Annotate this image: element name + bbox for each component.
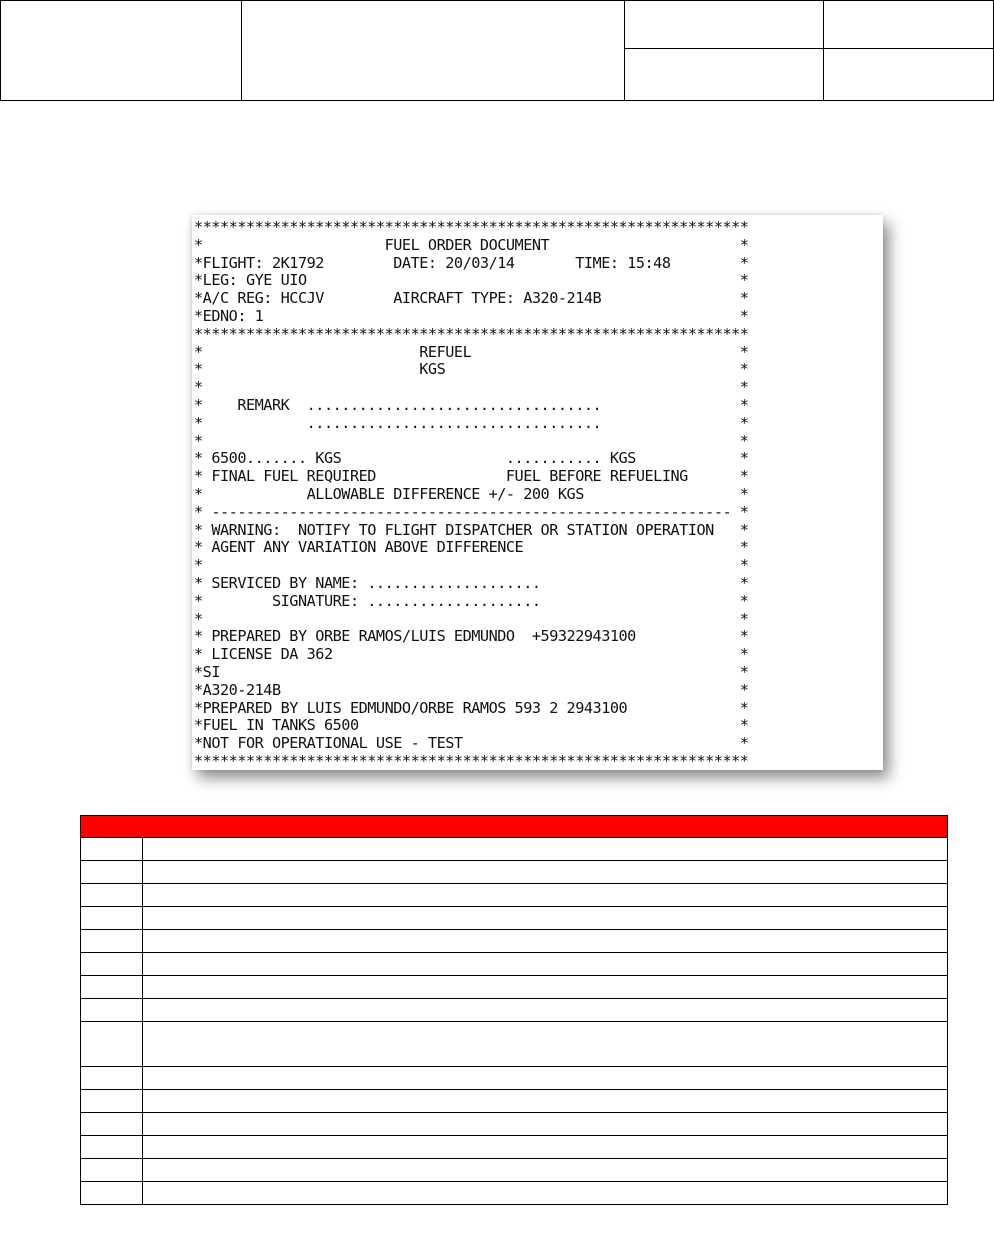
table-row	[81, 999, 948, 1022]
table-row	[81, 1067, 948, 1090]
header-cell-code-value	[824, 1, 994, 49]
header-cell-revision-value	[824, 49, 994, 101]
table-row	[81, 1090, 948, 1113]
header-cell-revision-label	[625, 49, 824, 101]
header-cell-code-label	[625, 1, 824, 49]
header-cell-title	[242, 1, 625, 101]
table-row	[81, 861, 948, 884]
table-row	[81, 930, 948, 953]
table-row	[81, 1113, 948, 1136]
table-row	[81, 1136, 948, 1159]
fuel-order-document-text: **************************************************************** * FUEL ORDER DOCUMENT * *FLIGHT: 2K1792 DATE: 20/03/14 TIME: 15:48 * *LEG: GYE UIO * *A/C REG: HCCJV AIRCRAFT TYPE: A320-214B * *EDNO: 1 * **************************************************************** * REFUEL * * KGS * * * * REMARK .................................. * * .................................. * * * * 6500....... KGS ........... KGS * * FINAL FUEL REQUIRED FUEL BEFORE REFUELING * * ALLOWABLE DIFFERENCE +/- 200 KGS * * ------------------------------------------------------------ * * WARNING: NOTIFY TO FLIGHT DISPATCHER OR STATION OPERATION * * AGENT ANY VARIATION ABOVE DIFFERENCE * * * * SERVICED BY NAME: .................... * * SIGNATURE: .................... * * * * PREPARED BY ORBE RAMOS/LUIS EDMUNDO +59322943100 * * LICENSE DA 362 * *SI * *A320-214B * *PREPARED BY LUIS EDMUNDO/ORBE RAMOS 593 2 2943100 * *FUEL IN TANKS 6500 * *NOT FOR OPERATIONAL USE - TEST * ****************************************************************	[194, 218, 749, 770]
table-row	[81, 838, 948, 861]
table-row	[81, 884, 948, 907]
table-row	[81, 976, 948, 999]
fuel-order-document-image	[192, 215, 883, 770]
table-row	[81, 907, 948, 930]
table-row	[81, 1159, 948, 1182]
table-header-row	[81, 816, 948, 838]
table-row	[81, 1022, 948, 1067]
header-cell-logo	[1, 1, 242, 101]
table-row	[81, 1182, 948, 1205]
header-table	[0, 0, 994, 101]
fields-table	[80, 815, 948, 1205]
table-row	[81, 953, 948, 976]
